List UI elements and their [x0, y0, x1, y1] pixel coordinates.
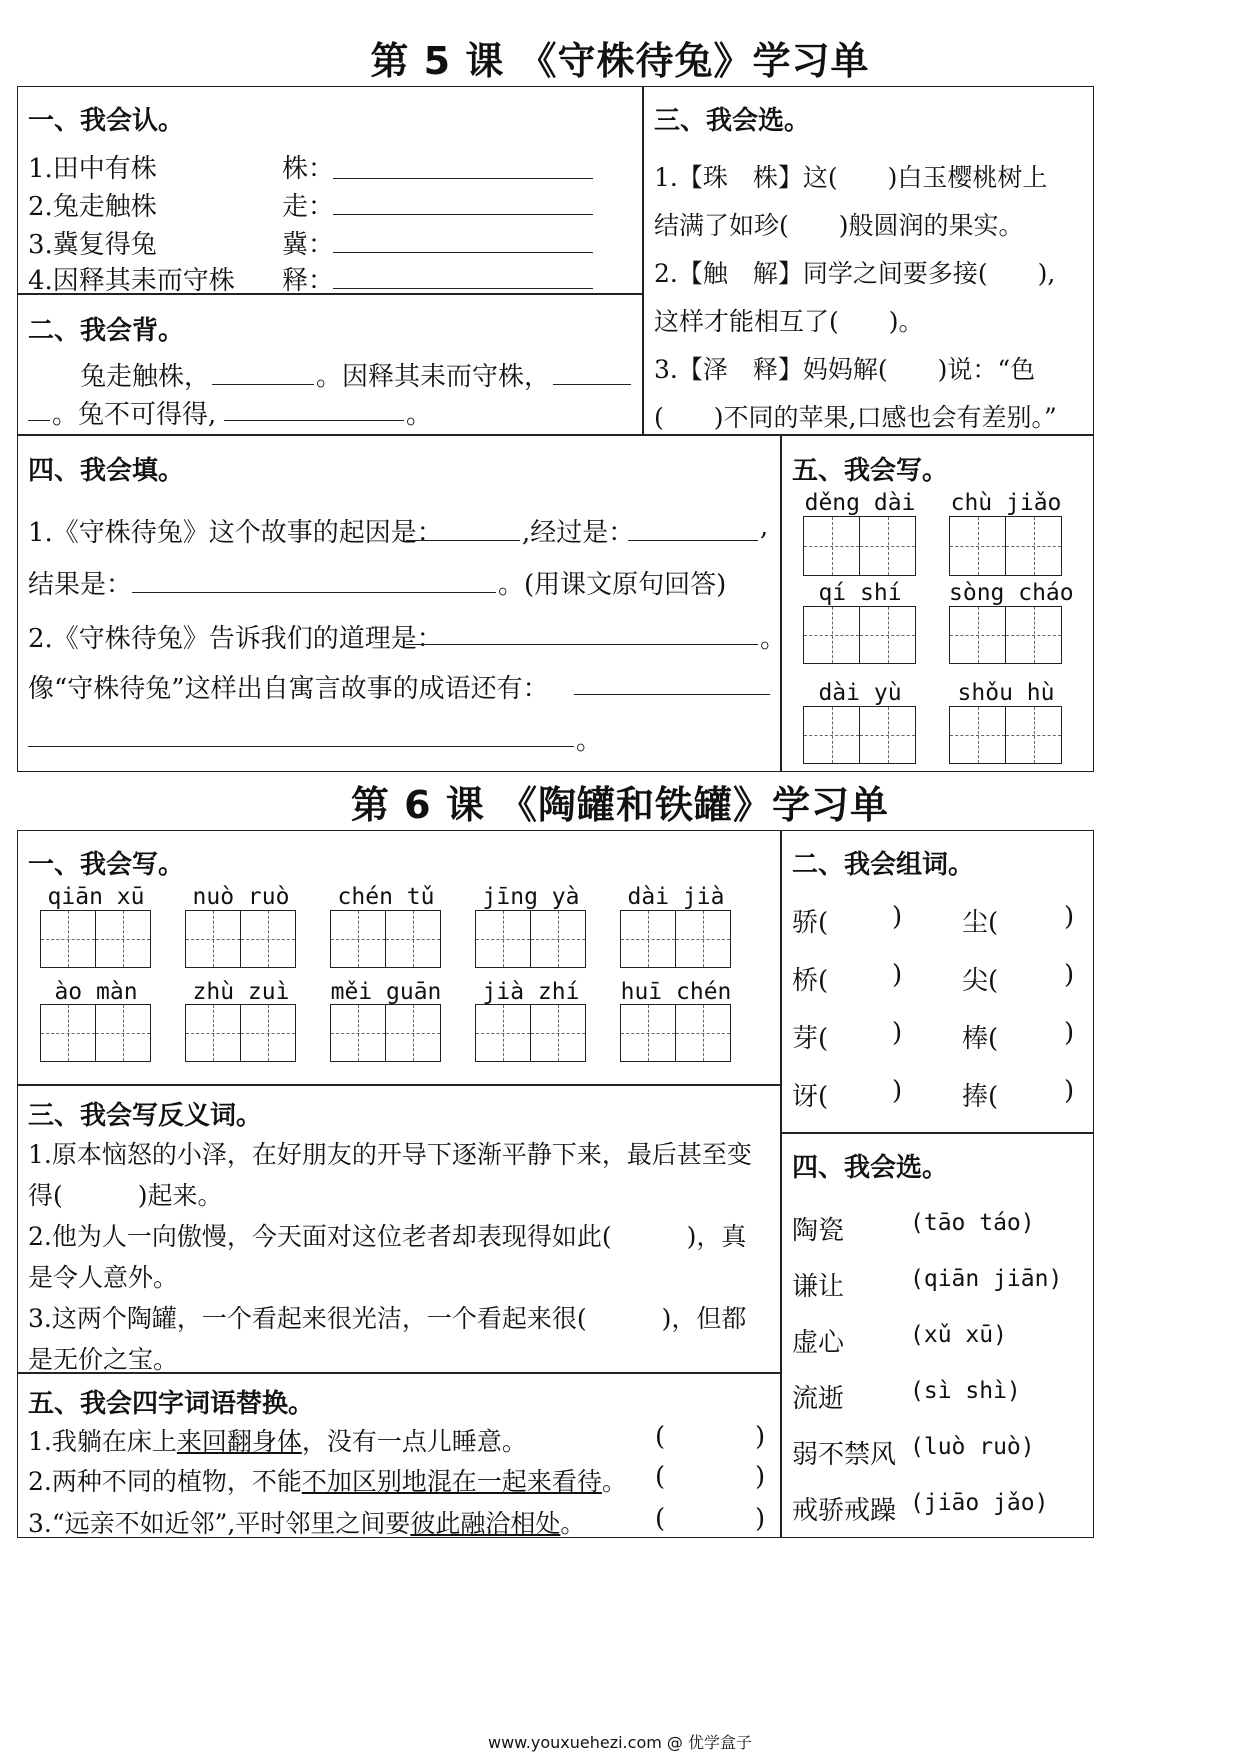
pinyin-label: nuò ruò: [192, 884, 290, 910]
l6-s2-close: ): [1064, 960, 1075, 990]
writing-grid[interactable]: [859, 516, 916, 576]
l5-s2-blank[interactable]: [553, 384, 631, 385]
writing-grid[interactable]: [95, 910, 151, 968]
writing-grid[interactable]: [475, 1004, 531, 1062]
l5-s4-text: ,: [760, 512, 769, 542]
l6-s2-word: 桥(: [792, 966, 829, 996]
writing-grid[interactable]: [185, 910, 241, 968]
pinyin-label: sòng cháo: [949, 580, 1074, 606]
l6-s3-line: 是令人意外。: [28, 1263, 179, 1292]
writing-grid[interactable]: [185, 1004, 241, 1062]
l6-s5-heading: 五、我会四字词语替换。: [28, 1389, 315, 1419]
l5-s2-blank[interactable]: [212, 384, 314, 385]
l6-s5-paren-close[interactable]: ): [755, 1504, 766, 1534]
l6-s4-options[interactable]: (luò ruò): [910, 1434, 1035, 1460]
l6-s2-word: 捧(: [962, 1082, 999, 1112]
writing-grid[interactable]: [40, 910, 96, 968]
footer-watermark: www.youxuehezi.com @ 优学盒子: [488, 1733, 752, 1752]
l6-s4-word: 虚心: [792, 1328, 845, 1358]
l6-s5-item: 1.我躺在床上来回翻身体，没有一点儿睡意。: [28, 1427, 527, 1456]
writing-grid[interactable]: [949, 706, 1006, 764]
l5-s4-text: 2.《守株待兔》告诉我们的道理是：: [28, 624, 443, 654]
l5-s4-text: 结果是：: [28, 570, 133, 600]
pinyin-label: děng dài: [804, 490, 916, 516]
writing-grid[interactable]: [675, 1004, 731, 1062]
l6-s4-options[interactable]: (qiān jiān): [910, 1266, 1063, 1292]
l6-s5-paren-open[interactable]: (: [655, 1504, 666, 1534]
l6-s2-heading: 二、我会组词。: [792, 850, 975, 880]
writing-grid[interactable]: [240, 1004, 296, 1062]
writing-grid[interactable]: [1005, 516, 1062, 576]
l6-s4-options[interactable]: (tāo táo): [910, 1210, 1035, 1236]
l5-s1-char: 冀：: [282, 230, 335, 260]
writing-grid[interactable]: [859, 606, 916, 664]
l6-s2-word: 尖(: [962, 966, 999, 996]
l6-s3-line: 1.原本恼怒的小泽，在好朋友的开导下逐渐平静下来，最后甚至变: [28, 1140, 752, 1169]
l5-s3-line: 结满了如珍( )般圆润的果实。: [654, 211, 1024, 240]
writing-grid[interactable]: [1005, 606, 1062, 664]
pinyin-label: dài jià: [627, 884, 725, 910]
l6-s5-paren-close[interactable]: ): [755, 1462, 766, 1492]
l5-s3-line: 1.【珠 株】这( )白玉樱桃树上: [654, 163, 1048, 192]
writing-grid[interactable]: [385, 910, 441, 968]
pinyin-label: jīng yà: [482, 884, 580, 910]
l6-s2-close: ): [1064, 1018, 1075, 1048]
l5-s2-text: 兔走触株，: [80, 362, 211, 392]
writing-grid[interactable]: [803, 606, 860, 664]
writing-grid[interactable]: [949, 606, 1006, 664]
l6-s3-line: 3.这两个陶罐，一个看起来很光洁，一个看起来很( )，但都: [28, 1304, 747, 1333]
l6-s4-word: 流逝: [792, 1384, 845, 1414]
l6-s2-close: ): [892, 960, 903, 990]
writing-grid[interactable]: [949, 516, 1006, 576]
l5-s1-item: 1.田中有株: [28, 154, 157, 184]
writing-grid[interactable]: [530, 1004, 586, 1062]
pinyin-label: chù jiǎo: [950, 490, 1062, 516]
l5-s4-blank[interactable]: [132, 592, 496, 593]
pinyin-label: ào màn: [54, 979, 138, 1005]
l6-s4-word: 陶瓷: [792, 1216, 845, 1246]
l6-s4-heading: 四、我会选。: [792, 1153, 949, 1183]
l6-s2-word: 骄(: [792, 908, 829, 938]
l5-s3-line: ( )不同的苹果,口感也会有差别。”: [654, 403, 1057, 432]
l6-s4-word: 戒骄戒躁: [792, 1496, 897, 1526]
pinyin-label: chén tǔ: [337, 884, 435, 910]
l5-s1-item: 4.因释其耒而守株: [28, 266, 235, 296]
l5-s1-answer-line[interactable]: [333, 288, 593, 289]
l6-s2-word: 芽(: [792, 1024, 829, 1054]
l5-s1-answer-line[interactable]: [333, 178, 593, 179]
l6-s2-word: 讶(: [792, 1082, 829, 1112]
writing-grid[interactable]: [40, 1004, 96, 1062]
l5-s1-answer-line[interactable]: [333, 214, 593, 215]
lesson5-title: 第 5 课 《守株待兔》学习单: [370, 39, 870, 83]
l6-s5-paren-open[interactable]: (: [655, 1462, 666, 1492]
l6-s4-options[interactable]: (sì shì): [910, 1378, 1021, 1404]
l5-s3-line: 这样才能相互了( )。: [654, 307, 924, 336]
l5-s1-item: 2.兔走触株: [28, 192, 157, 222]
l6-s4-word: 弱不禁风: [792, 1440, 897, 1470]
l6-s5-paren-close[interactable]: ): [755, 1422, 766, 1452]
pinyin-label: dài yù: [818, 680, 902, 706]
l6-s5-item: 3.“远亲不如近邻”,平时邻里之间要彼此融洽相处。: [28, 1509, 586, 1538]
l5-s4-blank[interactable]: [28, 746, 574, 747]
writing-grid[interactable]: [675, 910, 731, 968]
l5-s2-blank[interactable]: [224, 420, 404, 421]
l5-s2-text: 。: [406, 400, 433, 430]
l5-s3-line: 2.【触 解】同学之间要多接( ),: [654, 259, 1056, 288]
l5-s1-char: 走：: [282, 192, 335, 222]
l5-s1-answer-line[interactable]: [333, 252, 593, 253]
pinyin-label: qí shí: [818, 580, 902, 606]
l5-s3-heading: 三、我会选。: [654, 106, 811, 136]
l6-s2-word: 尘(: [962, 908, 999, 938]
writing-grid[interactable]: [1005, 706, 1062, 764]
l6-s2-close: ): [892, 1076, 903, 1106]
pinyin-label: qiān xū: [47, 884, 145, 910]
writing-grid[interactable]: [620, 910, 676, 968]
l6-s5-item: 2.两种不同的植物，不能不加区别地混在一起来看待。: [28, 1467, 627, 1496]
l5-s2-text: 。兔不可得得,: [52, 400, 217, 430]
l5-s4-blank[interactable]: [406, 540, 520, 541]
l5-s3-line: 3.【泽 释】妈妈解( )说：“色: [654, 355, 1036, 384]
l6-s2-close: ): [1064, 1076, 1075, 1106]
pinyin-label: zhù zuì: [192, 979, 290, 1005]
l5-s5-heading: 五、我会写。: [792, 456, 949, 486]
l5-s4-text: ,经过是：: [522, 518, 635, 548]
writing-grid[interactable]: [803, 516, 860, 576]
writing-grid[interactable]: [859, 706, 916, 764]
writing-grid[interactable]: [330, 1004, 386, 1062]
pinyin-label: huī chén: [620, 979, 732, 1005]
l5-s2-heading: 二、我会背。: [28, 316, 185, 346]
l6-s3-heading: 三、我会写反义词。: [28, 1101, 263, 1131]
l6-s4-options[interactable]: (jiāo jǎo): [910, 1490, 1049, 1516]
l5-s1-item: 3.冀复得兔: [28, 230, 157, 260]
l5-s1-char: 株：: [282, 154, 335, 184]
l5-s1-heading: 一、我会认。: [28, 106, 185, 136]
writing-grid[interactable]: [385, 1004, 441, 1062]
l6-s3-line: 得( )起来。: [28, 1181, 223, 1210]
l5-s1-char: 释：: [282, 266, 335, 296]
writing-grid[interactable]: [330, 910, 386, 968]
l6-s2-word: 棒(: [962, 1024, 999, 1054]
l6-s4-options[interactable]: (xǔ xū): [910, 1322, 1007, 1348]
writing-grid[interactable]: [803, 706, 860, 764]
writing-grid[interactable]: [240, 910, 296, 968]
writing-grid[interactable]: [620, 1004, 676, 1062]
l6-s3-line: 2.他为人一向傲慢，今天面对这位老者却表现得如此( )，真: [28, 1222, 747, 1251]
lesson6-title: 第 6 课 《陶罐和铁罐》学习单: [350, 783, 890, 827]
pinyin-label: shǒu hù: [957, 680, 1055, 706]
l6-s2-close: ): [892, 902, 903, 932]
l5-s4-text: 1.《守株待兔》这个故事的起因是：: [28, 518, 443, 548]
pinyin-label: měi guān: [330, 979, 442, 1005]
l5-s4-blank[interactable]: [574, 694, 770, 695]
l5-s4-text: 。(用课文原句回答): [498, 570, 727, 600]
l6-s4-word: 谦让: [792, 1272, 845, 1302]
l6-s5-paren-open[interactable]: (: [655, 1422, 666, 1452]
writing-grid[interactable]: [95, 1004, 151, 1062]
l5-s4-heading: 四、我会填。: [28, 456, 185, 486]
l5-s2-blank[interactable]: [28, 420, 50, 421]
writing-grid[interactable]: [475, 910, 531, 968]
l6-s3-line: 是无价之宝。: [28, 1345, 179, 1374]
l6-s1-heading: 一、我会写。: [28, 850, 185, 880]
pinyin-label: jià zhí: [482, 979, 580, 1005]
l5-s4-text: 像“守株待兔”这样出自寓言故事的成语还有：: [28, 674, 549, 704]
l6-s2-close: ): [1064, 902, 1075, 932]
l5-s4-text: 。: [760, 624, 787, 654]
writing-grid[interactable]: [530, 910, 586, 968]
l5-s2-text: 。因释其耒而守株，: [316, 362, 551, 392]
l5-s4-blank[interactable]: [628, 540, 758, 541]
l5-s4-blank[interactable]: [406, 644, 758, 645]
l6-s2-close: ): [892, 1018, 903, 1048]
l5-s4-text: 。: [576, 726, 603, 756]
